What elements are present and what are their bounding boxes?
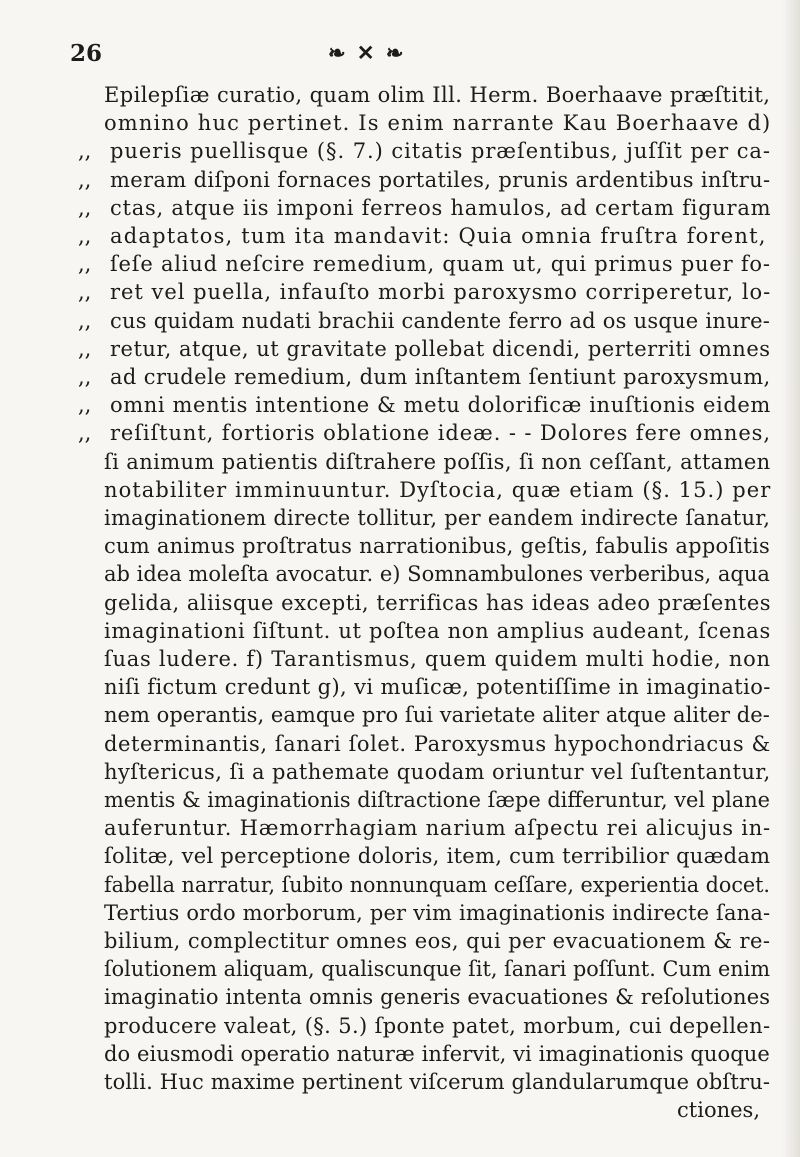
- line-text: ctas, atque iis imponi ferreos hamulos, ad certam figuram: [110, 195, 772, 220]
- line-text: ret vel puella, infauſto morbi paroxysmo corriperetur, lo-: [110, 280, 772, 305]
- line-text: ſuas ludere. f) Tarantismus, quem quidem multi hodie, non: [104, 647, 771, 671]
- line-text: do eiusmodi operatio naturæ infervit, vi imaginationis quoque: [104, 1041, 770, 1066]
- line-text: ſolutionem aliquam, qualiscunque ſit, ſanari poſſunt. Cum enim: [104, 957, 771, 982]
- page-edge-shadow: [782, 0, 800, 1157]
- line-text: imaginationi ſiſtunt. ut poſtea non amplius audeant, ſcenas: [104, 618, 771, 643]
- line-text: imaginatio intenta omnis generis evacuationes & reſolutiones: [104, 985, 771, 1010]
- line-text: cus quidam nudati brachii candente ferro ad os usque inure-: [110, 308, 771, 333]
- line-text: ſolitæ, vel perceptione doloris, item, cum terribilior quædam: [104, 844, 771, 869]
- line-text: fabella narratur, ſubito nonnunquam ceſſare, experientia docet.: [104, 872, 771, 897]
- line-text: tolli. Huc maxime pertinent viſcerum glandularumque obſtru-: [104, 1070, 771, 1094]
- line-text: niſi fictum credunt g), vi muſicæ, potentiſſime in imaginatio-: [104, 675, 771, 700]
- line-text: ab idea moleſta avocatur. e) Somnambulones verberibus, aqua: [104, 562, 770, 587]
- line-text: hyſtericus, ſi a pathemate quodam oriuntur vel ſuſtentantur,: [104, 759, 771, 784]
- header-ornament: ❧ ✕ ❧: [328, 40, 406, 65]
- line-text: cum animus proſtratus narrationibus, geſtis, fabulis appoſitis: [104, 534, 771, 559]
- line-text: meram diſponi fornaces portatiles, prunis ardentibus inſtru-: [110, 167, 771, 192]
- line-text: adaptatos, tum ita mandavit: Quia omnia fruſtra forent,: [110, 224, 767, 248]
- page-header: [70, 36, 770, 76]
- text-line: [0, 1097, 800, 1135]
- quotation-mark: ,,: [78, 224, 92, 248]
- line-text: omnino huc pertinet. Is enim narrante Kau Boerhaave d): [104, 111, 772, 136]
- quotation-mark: ,,: [78, 195, 92, 220]
- quotation-mark: ,,: [78, 336, 92, 361]
- quotation-mark: ,,: [78, 308, 92, 333]
- quotation-mark: ,,: [78, 167, 92, 192]
- line-text: bilium, complectitur omnes eos, qui per evacuationem & re-: [104, 929, 771, 953]
- line-text: ſi animum patientis diſtrahere poſſis, ſi non ceſſant, attamen: [104, 449, 771, 474]
- quotation-mark: ,,: [78, 421, 92, 446]
- line-text: mentis & imaginationis diſtractione ſæpe differuntur, vel plane: [104, 788, 771, 812]
- line-text: omni mentis intentione & metu dolorificæ inuſtionis eidem: [110, 393, 771, 418]
- line-text: Tertius ordo morborum, per vim imaginationis indirecte ſana-: [104, 900, 771, 925]
- line-text: retur, atque, ut gravitate pollebat dicendi, perterriti omnes: [110, 336, 771, 361]
- quotation-mark: ,,: [78, 393, 92, 418]
- line-text: gelida, aliisque excepti, terrificas has ideas adeo præſentes: [104, 590, 772, 615]
- line-text: imaginationem directe tollitur, per eandem indirecte ſanatur,: [104, 506, 771, 530]
- line-text: determinantis, ſanari ſolet. Paroxysmus hypochondriacus &: [104, 731, 771, 756]
- line-text: reſiſtunt, fortioris oblatione ideæ. - - Dolores fere omnes,: [110, 421, 771, 446]
- line-text: producere valeat, (§. 5.) ſponte patet, morbum, cui depellen-: [104, 1013, 771, 1038]
- line-text: ad crudele remedium, dum inſtantem ſentiunt paroxysmum,: [110, 365, 771, 389]
- quotation-mark: ,,: [78, 139, 92, 164]
- quotation-mark: ,,: [78, 280, 92, 305]
- line-text: ſeſe aliud neſcire remedium, quam ut, qui primus puer fo-: [110, 252, 771, 277]
- page-number: 26: [70, 40, 103, 67]
- line-text: pueris puellisque (§. 7.) citatis præſentibus, juſſit per ca-: [110, 139, 771, 164]
- line-text: auferuntur. Hæmorrhagiam narium aſpectu rei alicujus in-: [104, 816, 771, 841]
- line-text: Epilepſiæ curatio, quam olim Ill. Herm. Boerhaave præſtitit,: [104, 83, 771, 107]
- line-text: nem operantis, eamque pro ſui varietate aliter atque aliter de-: [104, 703, 770, 728]
- line-text: ctiones,: [677, 1098, 760, 1123]
- line-text: notabiliter imminuuntur. Dyſtocia, quæ etiam (§. 15.) per: [104, 477, 772, 502]
- quotation-mark: ,,: [78, 365, 92, 389]
- quotation-mark: ,,: [78, 252, 92, 277]
